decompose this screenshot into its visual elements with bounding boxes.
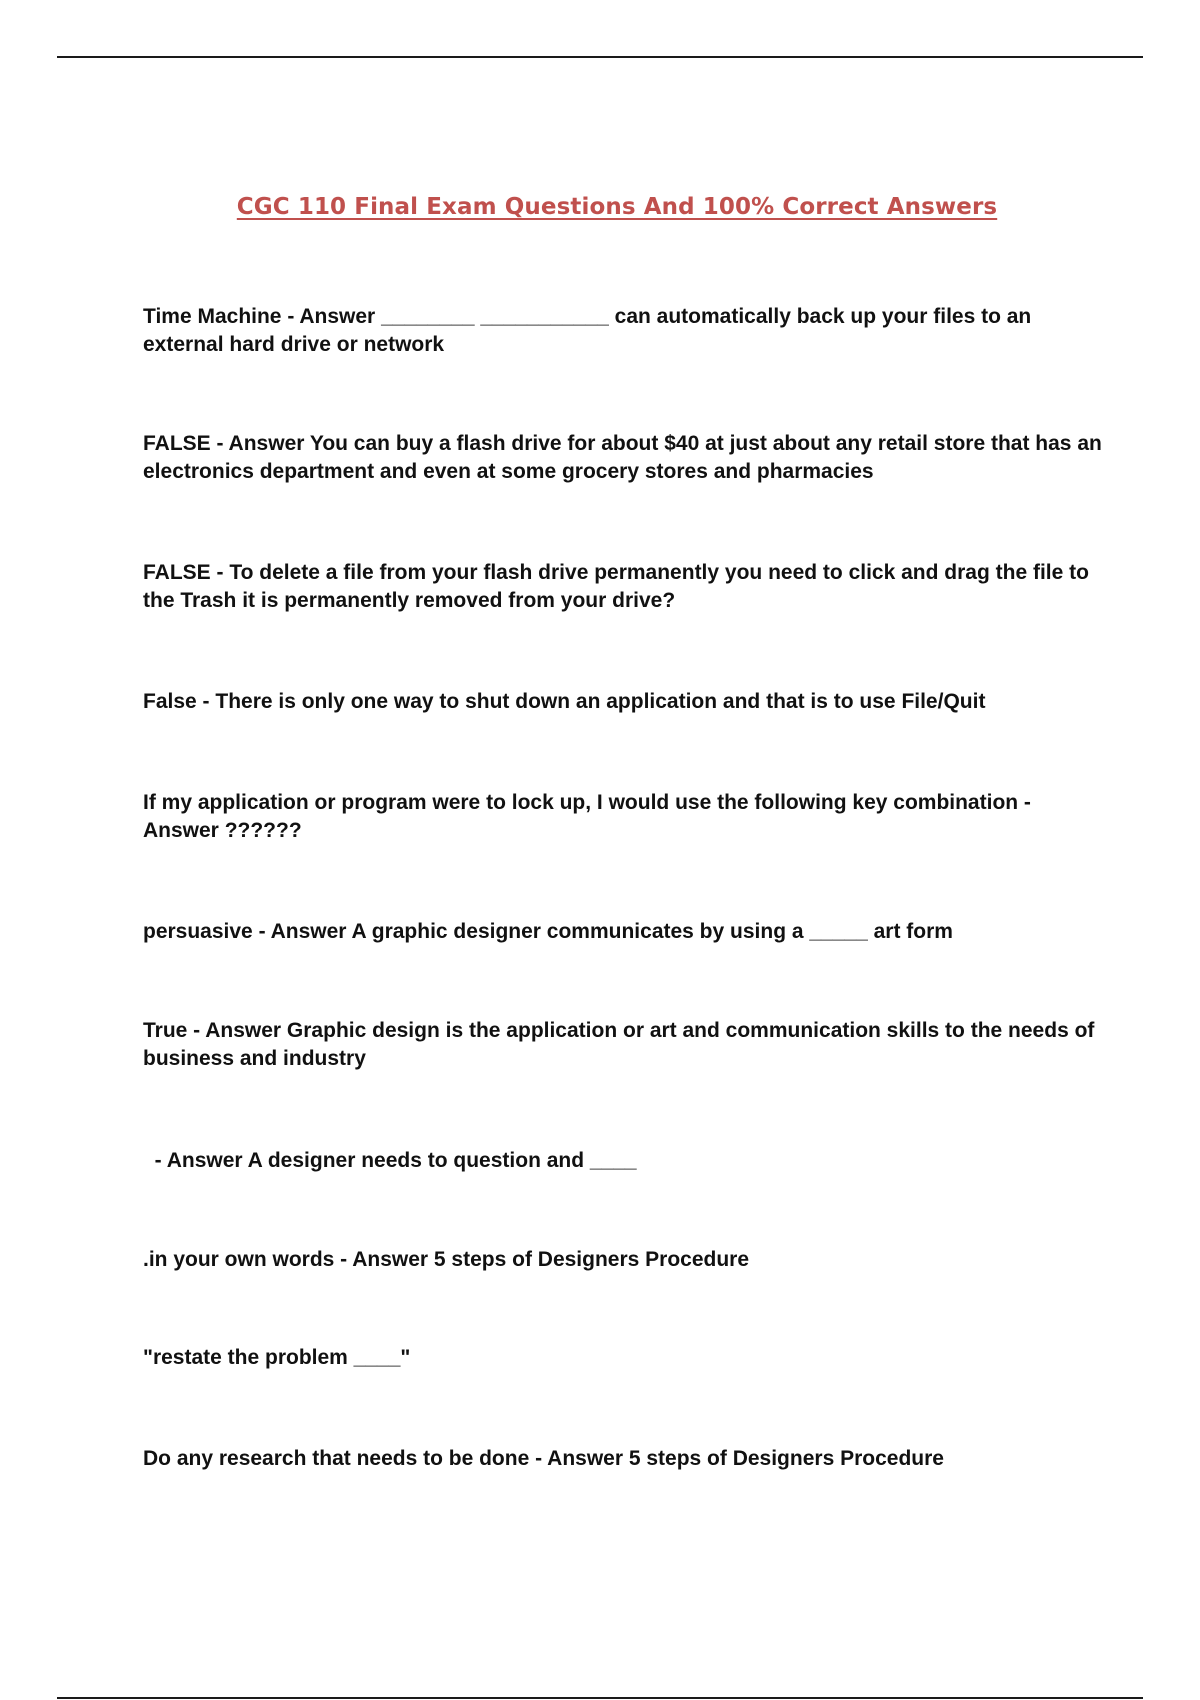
qa-item-graphic-design: True - Answer Graphic design is the application or art and communication skills to the needs of business and industry (143, 1019, 1101, 1070)
qa-item-flash-drive-price: FALSE - Answer You can buy a flash drive for about $40 at just about any retail store that has an electronics department and even at some grocery stores and pharmacies (143, 432, 1108, 483)
bottom-divider (57, 1697, 1143, 1699)
qa-item-designer-question: - Answer A designer needs to question and ____ (143, 1149, 637, 1172)
qa-item-restate-problem: "restate the problem ____" (143, 1346, 411, 1369)
qa-item-own-words: .in your own words - Answer 5 steps of Designers Procedure (143, 1248, 750, 1271)
qa-item-research: Do any research that needs to be done - Answer 5 steps of Designers Procedure (143, 1447, 944, 1470)
qa-item-delete-file: FALSE - To delete a file from your flash drive permanently you need to click and drag the file to the Trash it is permanently removed from your drive? (143, 561, 1095, 612)
qa-item-key-combination: If my application or program were to lock up, I would use the following key combination - Answer ?????? (143, 791, 1036, 842)
qa-item-persuasive: persuasive - Answer A graphic designer communicates by using a _____ art form (143, 920, 953, 943)
qa-item-shut-down-app: False - There is only one way to shut down an application and that is to use File/Quit (143, 690, 986, 713)
qa-item-time-machine: Time Machine - Answer ________ ___________ can automatically back up your files to an external hard drive or network (143, 305, 1038, 356)
document-title: CGC 110 Final Exam Questions And 100% Correct Answers (236, 194, 998, 220)
top-divider (57, 56, 1143, 58)
